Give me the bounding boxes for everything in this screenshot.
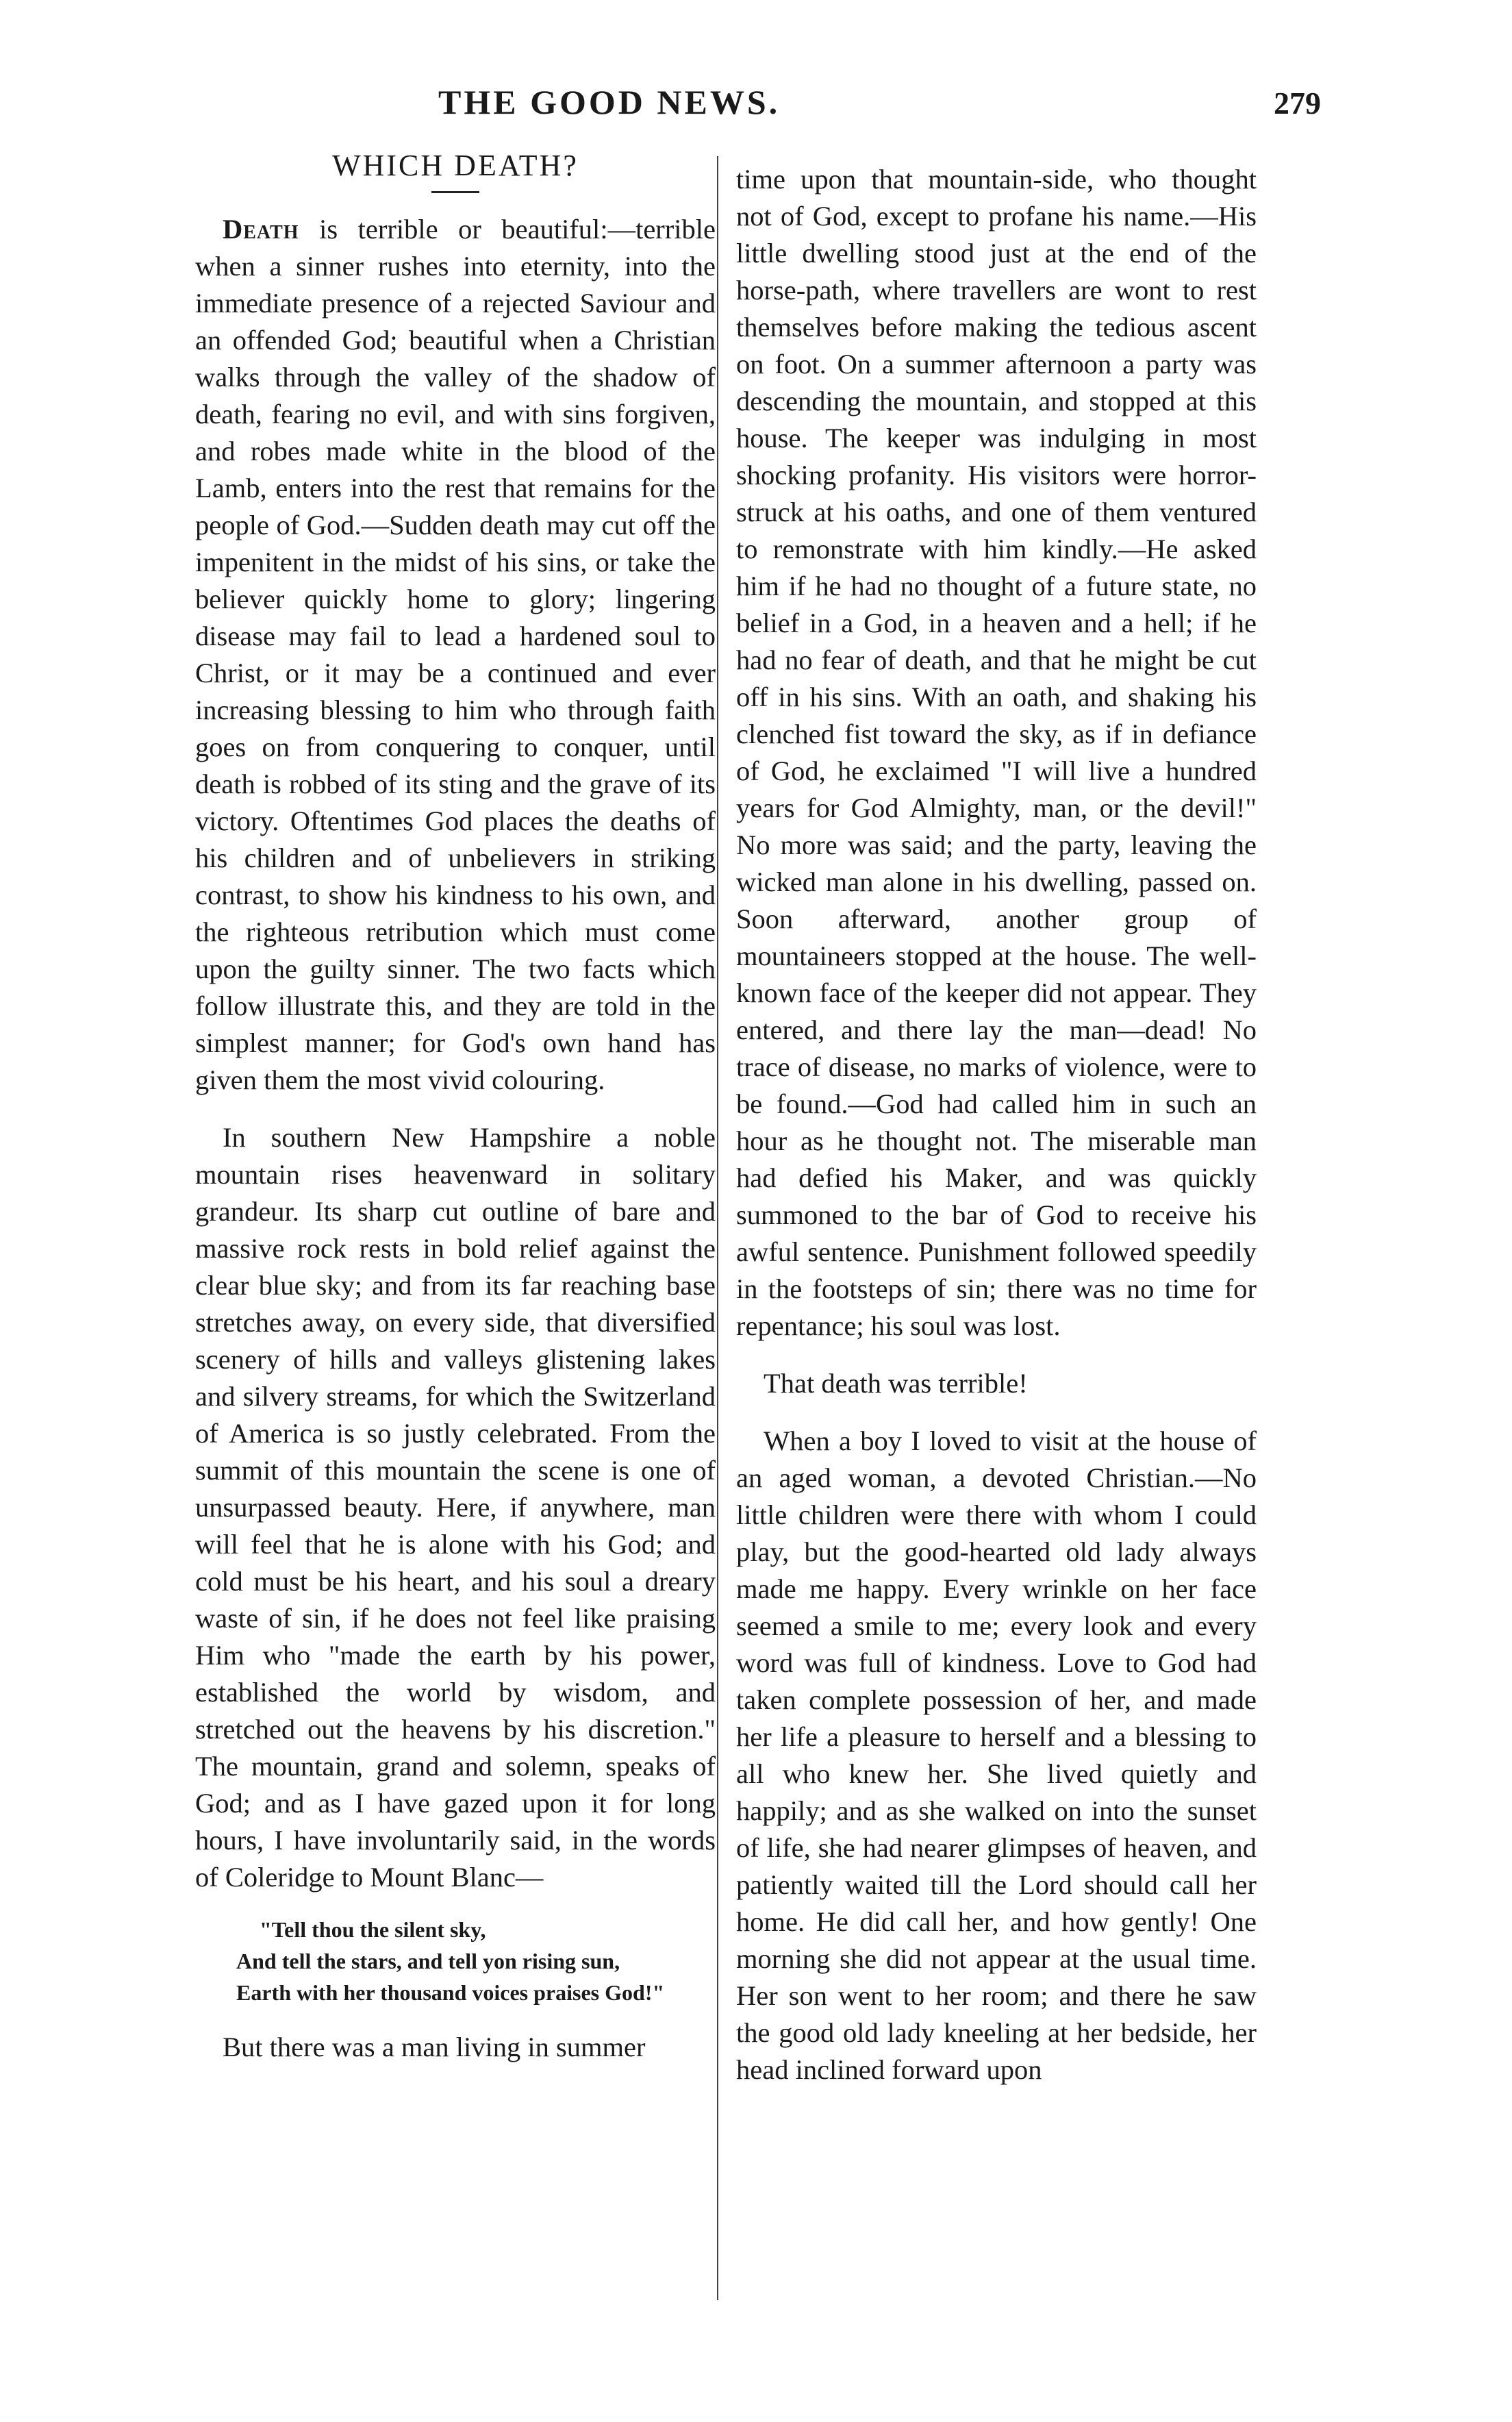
- running-head: [0, 82, 1512, 130]
- article-title: WHICH DEATH?: [332, 149, 579, 182]
- running-title: THE GOOD NEWS.: [438, 83, 781, 121]
- paragraph-1: [195, 211, 716, 1099]
- poem-line: Earth with her thousand voices praises God!": [236, 1980, 665, 2005]
- poem-line: "Tell thou the silent sky,: [260, 1917, 486, 1942]
- paragraph-2: In southern New Hampshire a noble mountain rises heavenward in solitary grandeur. Its sharp cut outline of bare and massive rock rests in bold relief against the clear blue sky; and from its far reaching base stretches away, on every side, that diversified scenery of hills and valleys glistening lakes and silvery streams, for which the Switzerland of America is so justly celebrated. From the summit of this mountain the scene is one of unsurpassed beauty. Here, if anywhere, man will feel that he is alone with his God; and cold must be his heart, and his soul a dreary waste of sin, if he does not feel like praising Him who "made the earth by his power, established the world by wisdom, and stretched out the heavens by his discretion." The mountain, grand and solemn, speaks of God; and as I have gazed upon it for long hours, I have involuntarily said, in the words of Coleridge to Mount Blanc—: [195, 1122, 716, 1893]
- paragraph-5: When a boy I loved to visit at the house of an aged woman, a devoted Christian.—No little children were there with whom I could play, but the good-hearted old lady always made me happy. Every wrinkle on her face seemed a smile to me; every look and every word was full of kindness. Love to God had taken complete possession of her, and made her life a pleasure to herself and a blessing to all who knew her. She lived quietly and happily; and as she walked on into the sunset of life, she had nearer glimpses of heaven, and patiently waited till the Lord should call her home. He did call her, and how gently! One morning she did not appear at the usual time. Her son went to her room; and there he saw the good old lady kneeling at her bedside, her head inclined forward upon: [736, 1425, 1257, 2085]
- left-column: [195, 147, 716, 2066]
- title-rule: [431, 191, 479, 193]
- column-divider: [717, 156, 718, 2300]
- poem-quote: [236, 1914, 716, 2008]
- paragraph-4: That death was terrible!: [764, 1368, 1028, 1399]
- paragraph-3: But there was a man living in summer: [223, 2032, 646, 2062]
- paragraph-3-continued: time upon that mountain-side, who thought not of God, except to profane his name.—His little dwelling stood just at the end of the horse-path, where travellers are wont to rest themselves before making the tedious ascent on foot. On a summer afternoon a party was descending the mountain, and stopped at this house. The keeper was indulging in most shocking profanity. His visitors were horror-struck at his oaths, and one of them ventured to remonstrate with him kindly.—He asked him if he had no thought of a future state, no belief in a God, in a heaven and a hell; if he had no fear of death, and that he might be cut off in his sins. With an oath, and shaking his clenched fist toward the sky, as if in defiance of God, he exclaimed "I will live a hundred years for God Almighty, man, or the devil!" No more was said; and the party, leaving the wicked man alone in his dwelling, passed on. Soon afterward, another group of mountaineers stopped at the house. The well-known face of the keeper did not appear. They entered, and there lay the man—dead! No trace of disease, no marks of violence, were to be found.—God had called him in such an hour as he thought not. The miserable man had defied his Maker, and was quickly summoned to the bar of God to receive his awful sentence. Punishment followed speedily in the footsteps of sin; there was no time for repentance; his soul was lost.: [736, 164, 1257, 1341]
- lead-word: Death: [223, 214, 299, 245]
- right-column: [736, 161, 1257, 2088]
- paragraph-1-text: is terrible or beautiful:—terrible when a sinner rushes into eternity, into the immediate presence of a rejected Saviour and an offended God; beautiful when a Christian walks through the valley of the shadow of death, fearing no evil, and with sins forgiven, and robes made white in the blood of the Lamb, enters into the rest that remains for the people of God.—Sudden death may cut off the impenitent in the midst of his sins, or take the believer quickly home to glory; lingering disease may fail to lead a hardened soul to Christ, or it may be a continued and ever increasing blessing to him who through faith goes on from conquering to conquer, until death is robbed of its sting and the grave of its victory. Oftentimes God places the deaths of his children and of unbelievers in striking contrast, to show his kindness to his own, and the righteous retribution which must come upon the guilty sinner. The two facts which follow illustrate this, and they are told in the simplest manner; for God's own hand has given them the most vivid colouring.: [195, 214, 716, 1095]
- page-number: 279: [1274, 86, 1321, 121]
- poem-line: And tell the stars, and tell yon rising sun,: [236, 1949, 620, 1973]
